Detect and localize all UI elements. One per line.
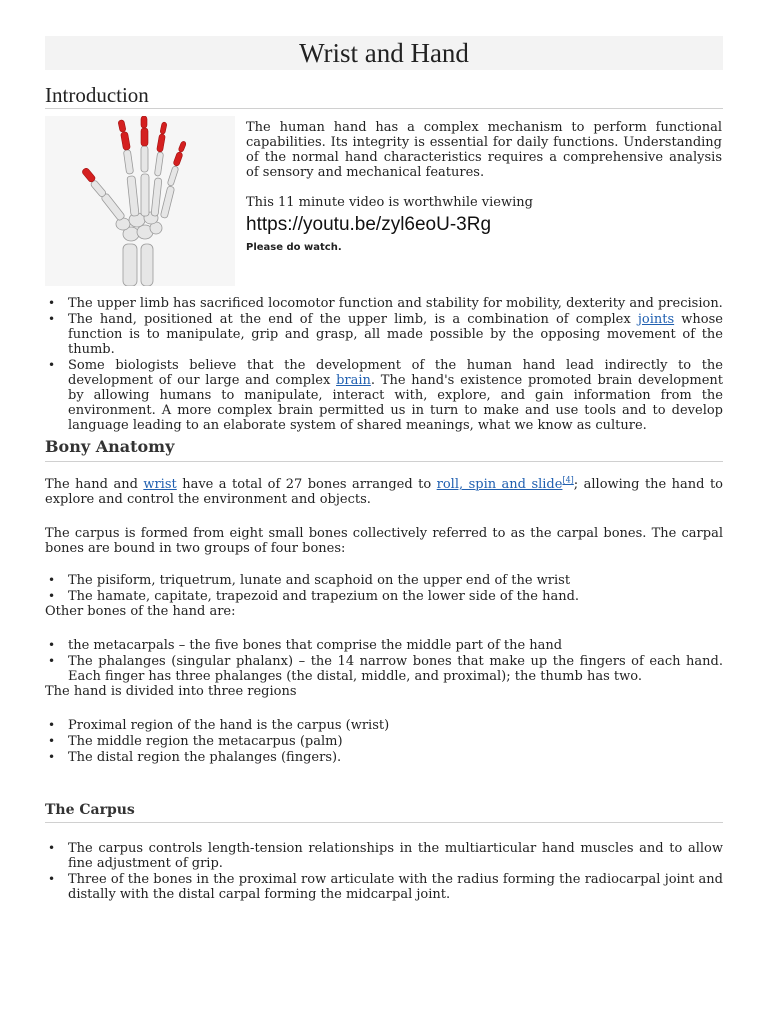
paragraph-text: The hand and <box>45 477 144 492</box>
intro-text-block <box>246 120 722 253</box>
carpal-groups-list <box>45 573 723 604</box>
list-item <box>68 296 723 311</box>
bullet-text: . The hand's existence promoted brain development by allowing humans to manipulate, interact with, explore, and gain information from the environment. A more complex brain permitted us in turn to make and use tools and to develop language leading to an elaborate system of shared meanings, what we know as culture. <box>68 373 723 433</box>
section-heading-bony-anatomy: Bony Anatomy <box>45 436 723 462</box>
wrist-link[interactable]: wrist <box>143 477 177 492</box>
watch-note: Please do watch. <box>246 242 342 253</box>
bullet-text: The upper limb has sacrificed locomotor function and stability for mobility, dexterity and precision. <box>68 296 723 311</box>
section-heading-the-carpus: The Carpus <box>45 800 723 823</box>
bullet-text: Some biologists believe that the development of the human hand lead indirectly to the development of our large and complex <box>68 358 723 388</box>
bony-anatomy-paragraph-2: The carpus is formed from eight small bones collectively referred to as the carpal bones. The carpal bones are bound in two groups of four bones: <box>45 526 723 556</box>
list-item: • The pisiform, triquetrum, lunate and scaphoid on the upper end of the wrist <box>68 573 723 588</box>
list-item: • the metacarpals – the five bones that comprise the middle part of the hand <box>68 638 723 653</box>
list-item: • The hamate, capitate, trapezoid and trapezium on the lower side of the hand. <box>68 589 723 604</box>
roll-spin-slide-link[interactable]: roll, spin and slide <box>436 477 563 492</box>
document-page <box>45 36 723 902</box>
list-item: • Three of the bones in the proximal row articulate with the radius forming the radiocarpal joint and distally with the distal carpal forming the midcarpal joint. <box>68 872 723 902</box>
joints-link[interactable]: joints <box>637 312 675 327</box>
hand-skeleton-illustration <box>45 116 235 286</box>
bullet-text: The hand, positioned at the end of the upper limb, is a combination of complex <box>68 312 638 327</box>
intro-paragraph: The human hand has a complex mechanism to perform functional capabilities. Its integrity is essential for daily functions. Understanding of the normal hand characteristics requires a comprehensive analysis of sensory and mechanical features. <box>246 120 722 180</box>
bony-anatomy-paragraph-1 <box>45 477 723 507</box>
youtube-link[interactable]: https://youtu.be/zyl6eoU-3Rg <box>246 214 492 235</box>
brain-link[interactable]: brain <box>336 373 371 388</box>
section-heading-introduction: Introduction <box>45 82 723 109</box>
list-item: • The distal region the phalanges (fingers). <box>68 750 723 765</box>
regions-label: The hand is divided into three regions <box>45 684 297 699</box>
hand-skeleton-image <box>45 116 235 286</box>
intro-bullet-list <box>45 296 723 433</box>
intro-row <box>45 114 723 292</box>
page-title: Wrist and Hand <box>45 36 723 70</box>
carpus-bullet-list <box>45 841 723 902</box>
list-item: • The middle region the metacarpus (palm) <box>68 734 723 749</box>
bullet-text: whose function is to manipulate, grip and grasp, all made possible by the opposing movement of the thumb. <box>68 312 723 357</box>
list-item <box>68 312 723 357</box>
regions-list <box>45 718 723 765</box>
other-bones-label: Other bones of the hand are: <box>45 604 236 619</box>
other-bones-list <box>45 638 723 684</box>
list-item <box>68 358 723 433</box>
list-item: • The phalanges (singular phalanx) – the 14 narrow bones that make up the fingers of each hand. Each finger has three phalanges (the distal, middle, and proximal); the thumb has two. <box>68 654 723 684</box>
list-item: • The carpus controls length-tension relationships in the multiarticular hand muscles and to allow fine adjustment of grip. <box>68 841 723 871</box>
paragraph-text: ; allowing the hand to explore and control the environment and objects. <box>45 477 723 507</box>
reference-link[interactable]: [4] <box>562 475 574 485</box>
paragraph-text: have a total of 27 bones arranged to <box>176 477 437 492</box>
list-item: • Proximal region of the hand is the carpus (wrist) <box>68 718 723 733</box>
video-recommendation: This 11 minute video is worthwhile viewing <box>246 195 533 210</box>
